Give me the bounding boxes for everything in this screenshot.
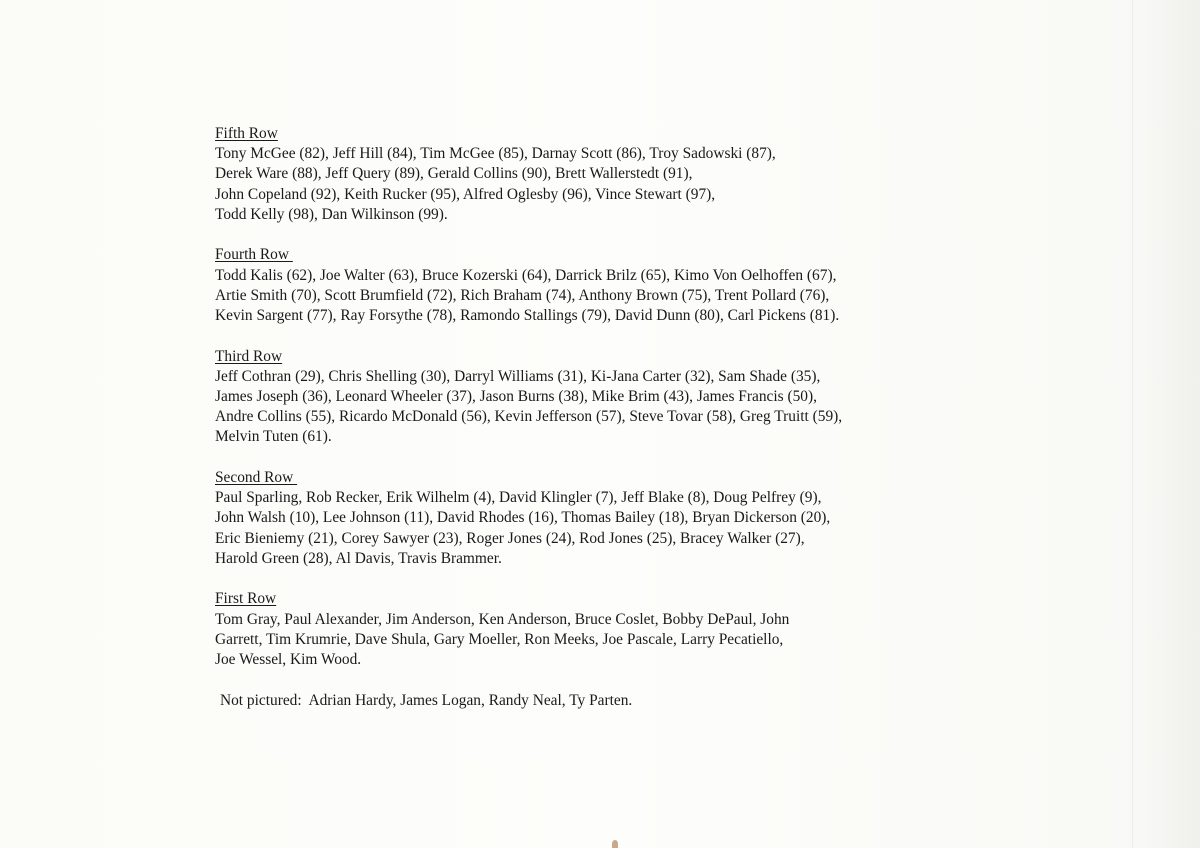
roster-line: John Walsh (10), Lee Johnson (11), David Rhodes (16), Thomas Bailey (18), Bryan Dickerson (20), bbox=[215, 509, 831, 527]
scan-speck bbox=[612, 840, 618, 848]
roster-line: John Copeland (92), Keith Rucker (95), Alfred Oglesby (96), Vince Stewart (97), bbox=[215, 185, 716, 203]
page-edge-shadow bbox=[1140, 0, 1200, 848]
section-third-row bbox=[215, 347, 975, 448]
roster-line: Todd Kelly (98), Dan Wilkinson (99). bbox=[215, 205, 448, 223]
section-heading: Fourth Row bbox=[215, 246, 293, 264]
roster-caption bbox=[215, 124, 975, 711]
section-heading: Second Row bbox=[215, 469, 298, 487]
section-fifth-row bbox=[215, 124, 975, 225]
scan-fold-line bbox=[1132, 0, 1133, 848]
section-fourth-row bbox=[215, 245, 975, 326]
section-heading: Fifth Row bbox=[215, 125, 278, 142]
roster-line: Paul Sparling, Rob Recker, Erik Wilhelm (4), David Klingler (7), Jeff Blake (8), Doug Pelfrey (9), bbox=[215, 489, 822, 507]
roster-line: Artie Smith (70), Scott Brumfield (72), Rich Braham (74), Anthony Brown (75), Trent Pollard (76), bbox=[215, 286, 830, 304]
section-first-row bbox=[215, 589, 975, 670]
roster-line: Andre Collins (55), Ricardo McDonald (56), Kevin Jefferson (57), Steve Tovar (58), Greg Truitt (59), bbox=[215, 408, 843, 426]
roster-line: Garrett, Tim Krumrie, Dave Shula, Gary Moeller, Ron Meeks, Joe Pascale, Larry Pecatiello, bbox=[215, 630, 784, 648]
section-heading: Third Row bbox=[215, 347, 283, 365]
section-second-row bbox=[215, 468, 975, 569]
not-pictured-note: Not pictured: Adrian Hardy, James Logan, Randy Neal, Ty Parten. bbox=[220, 691, 633, 709]
roster-line: Harold Green (28), Al Davis, Travis Brammer. bbox=[215, 549, 502, 567]
roster-line: Melvin Tuten (61). bbox=[215, 428, 332, 446]
roster-line: Jeff Cothran (29), Chris Shelling (30), Darryl Williams (31), Ki-Jana Carter (32), Sam Shade (35), bbox=[215, 367, 821, 385]
section-heading: First Row bbox=[215, 590, 277, 608]
roster-line: Eric Bieniemy (21), Corey Sawyer (23), Roger Jones (24), Rod Jones (25), Bracey Walker (27), bbox=[215, 529, 805, 547]
roster-line: Tony McGee (82), Jeff Hill (84), Tim McGee (85), Darnay Scott (86), Troy Sadowski (87), bbox=[215, 145, 776, 163]
roster-line: Kevin Sargent (77), Ray Forsythe (78), Ramondo Stallings (79), David Dunn (80), Carl Pickens (81). bbox=[215, 307, 840, 325]
roster-line: James Joseph (36), Leonard Wheeler (37), Jason Burns (38), Mike Brim (43), James Francis (50), bbox=[215, 388, 817, 406]
roster-line: Derek Ware (88), Jeff Query (89), Gerald Collins (90), Brett Wallerstedt (91), bbox=[215, 165, 693, 183]
roster-line: Joe Wessel, Kim Wood. bbox=[215, 651, 362, 669]
roster-line: Tom Gray, Paul Alexander, Jim Anderson, Ken Anderson, Bruce Coslet, Bobby DePaul, John bbox=[215, 610, 790, 628]
roster-line: Todd Kalis (62), Joe Walter (63), Bruce Kozerski (64), Darrick Brilz (65), Kimo Von Oelhoffen (67), bbox=[215, 266, 837, 284]
